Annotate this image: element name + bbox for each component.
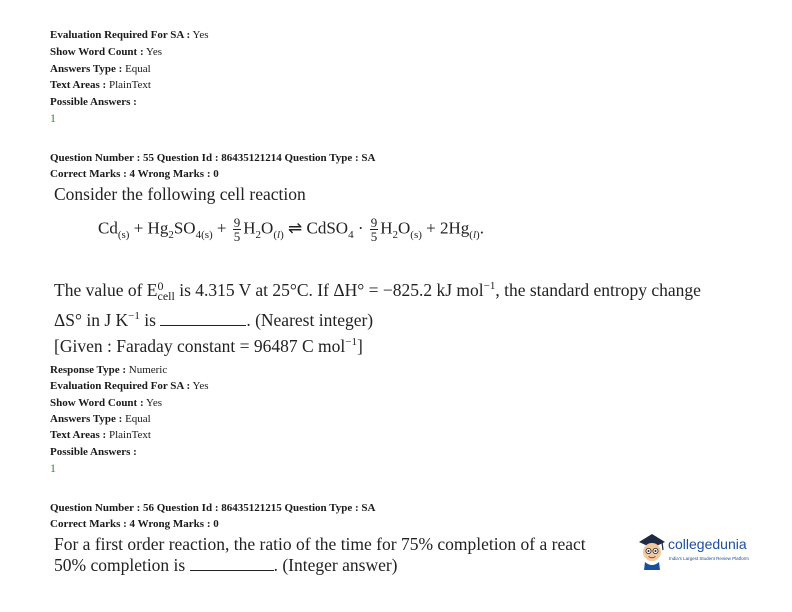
q55-eval-required-row: Evaluation Required For SA : Yes — [50, 380, 209, 392]
q56-header: Question Number : 56 Question Id : 86435121215 Question Type : SA — [50, 502, 376, 514]
answer-blank — [160, 325, 246, 326]
fraction-nine-fifths: $\frac{9}{5}$ — [233, 215, 241, 244]
q55-possible-answer-value: 1 — [50, 461, 56, 475]
q56-marks: Correct Marks : 4 Wrong Marks : 0 — [50, 518, 219, 530]
possible-answer-value: 1 — [50, 111, 56, 125]
q55-answers-type-row: Answers Type : Equal — [50, 413, 151, 425]
text-areas-row: Text Areas : PlainText — [50, 79, 151, 91]
q56-answer-blank — [190, 570, 274, 571]
cell-reaction-equation: $Cd_{(s)} + Hg_2SO_{4(s)}$ + $\frac{9}{5}$ $H_2O_{(l)}$ ⇌ CdSO$_4$ · $\frac{9}{5}$ $H_2O_{(s)} + 2Hg_{(l)}$. — [98, 215, 484, 244]
eval-required-row: Evaluation Required For SA : Yes — [50, 29, 209, 41]
q55-text-areas-row: Text Areas : PlainText — [50, 429, 151, 441]
possible-answers-label: Possible Answers : — [50, 96, 137, 108]
q55-possible-answers-label: Possible Answers : — [50, 446, 137, 458]
q55-intro: Consider the following cell reaction — [54, 184, 306, 204]
collegedunia-logo — [636, 528, 766, 572]
fraction-nine-fifths-2: $\frac{9}{5}$ — [370, 215, 378, 244]
q55-word-count-row: Show Word Count : Yes — [50, 397, 162, 409]
word-count-row: Show Word Count : Yes — [50, 46, 162, 58]
logo-tagline: India's Largest Student Review Platform — [669, 556, 749, 561]
q56-line-2: 50% completion is . (Integer answer) — [54, 555, 398, 575]
response-type-row: Response Type : Numeric — [50, 364, 168, 376]
answers-type-row: Answers Type : Equal — [50, 63, 151, 75]
logo-wordmark: collegedunia — [668, 536, 747, 552]
q56-line-1: For a first order reaction, the ratio of the time for 75% completion of a react — [54, 534, 586, 554]
q55-line-3: [Given : Faraday constant = 96487 C mol$^{-1}$] — [54, 336, 363, 356]
q55-line-1: The value of E 0 cell is 4.315 V at 25°C. If ΔH° = −825.2 kJ mol$^{-1}$, the standard entropy change — [54, 279, 701, 303]
mascot-icon — [636, 530, 668, 570]
q55-header: Question Number : 55 Question Id : 86435121214 Question Type : SA — [50, 152, 376, 164]
q55-line-2: ΔS° in J $K^{-1}$ is . (Nearest integer) — [54, 310, 374, 330]
q55-marks: Correct Marks : 4 Wrong Marks : 0 — [50, 168, 219, 180]
